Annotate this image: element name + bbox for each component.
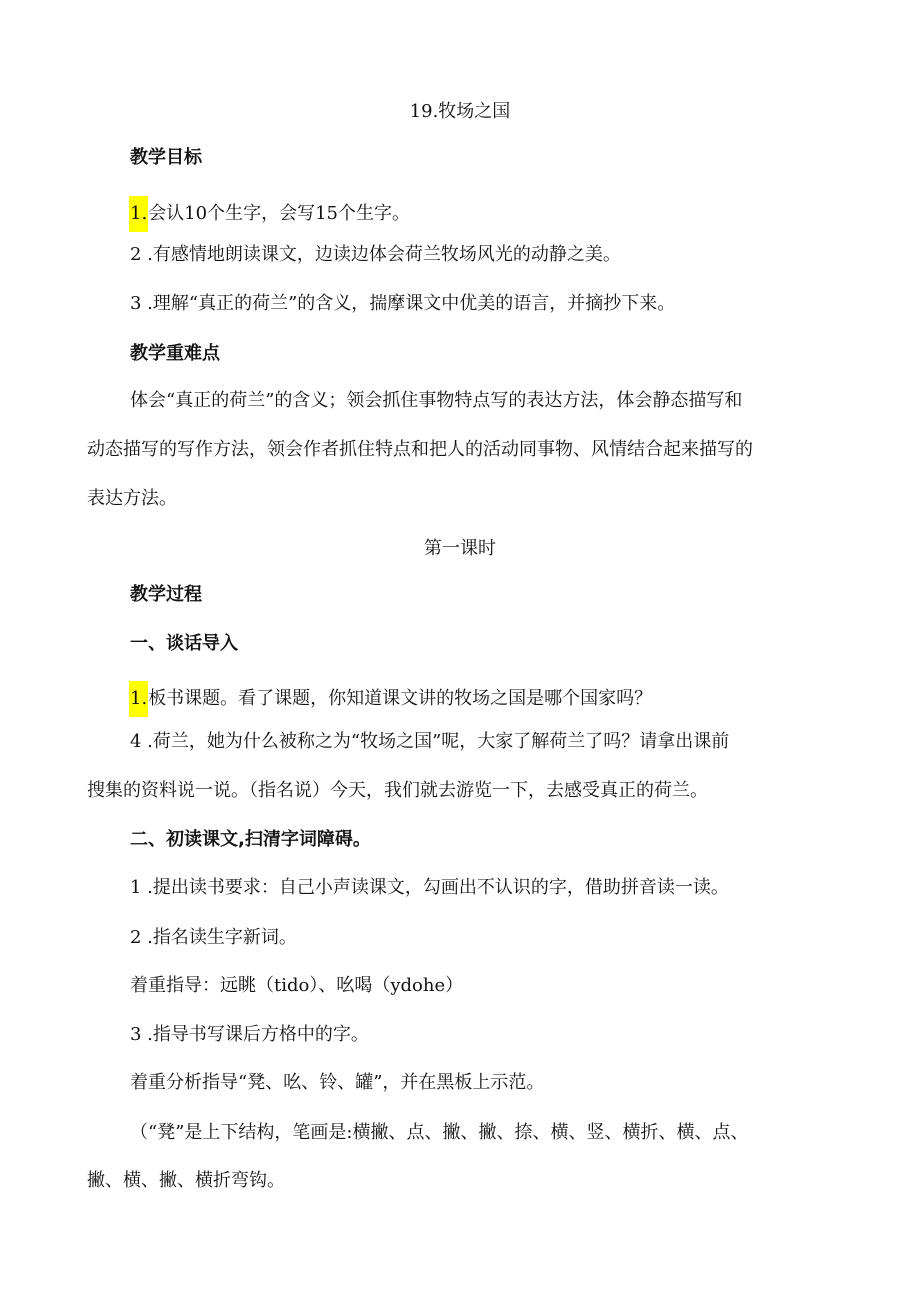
section-1-heading: 一、谈话导入 (130, 633, 238, 654)
section-2-line-2: 2 .指名读生字新词。 (130, 927, 297, 948)
process-heading: 教学过程 (130, 584, 202, 605)
highlight-number: 1. (129, 196, 148, 232)
key-points-line-1: 体会“真正的荷兰”的含义；领会抓住事物特点写的表达方法，体会静态描写和 (130, 390, 743, 411)
objective-item-1-text: 会认10个生字，会写15个生字。 (148, 203, 410, 224)
section-1-item-4-line-1: 4 .荷兰，她为什么被称之为“牧场之国”呢，大家了解荷兰了吗？请拿出课前 (130, 731, 730, 752)
objective-item-3: 3 .理解“真正的荷兰”的含义，揣摩课文中优美的语言，并摘抄下来。 (130, 293, 676, 314)
section-1-item-1 (130, 681, 652, 717)
section-2-line-4: 3 .指导书写课后方格中的字。 (130, 1024, 369, 1045)
section-1-item-1-text: 板书课题。看了课题，你知道课文讲的牧场之国是哪个国家吗？ (148, 688, 653, 709)
section-2-line-3: 着重指导：远眺（tido）、吆喝（ydohe） (130, 975, 464, 996)
section-2-line-1: 1 .提出读书要求：自己小声读课文，勾画出不认识的字，借助拼音读一读。 (130, 877, 729, 898)
objective-item-2: 2 .有感情地朗读课文，边读边体会荷兰牧场风光的动静之美。 (130, 244, 621, 265)
key-points-heading: 教学重难点 (130, 343, 220, 364)
objective-item-1 (130, 196, 410, 232)
lesson-label: 第一课时 (424, 538, 496, 559)
section-1-item-4-line-2: 搜集的资料说一说。（指名说）今天，我们就去游览一下，去感受真正的荷兰。 (87, 780, 708, 801)
highlight-number: 1. (129, 681, 148, 717)
section-2-heading: 二、初读课文,扫清字词障碍。 (130, 829, 371, 850)
key-points-line-2: 动态描写的写作方法，领会作者抓住特点和把人的活动同事物、风情结合起来描写的 (87, 439, 753, 460)
section-2-line-5: 着重分析指导“凳、吆、铃、罐”，并在黑板上示范。 (130, 1072, 545, 1093)
section-2-line-6: （“凳”是上下结构，笔画是:横撇、点、撇、撇、捺、横、竖、横折、横、点、 (130, 1122, 749, 1143)
section-2-line-7: 撇、横、撇、横折弯钩。 (87, 1170, 285, 1191)
page-title: 19.牧场之国 (409, 101, 511, 122)
key-points-line-3: 表达方法。 (87, 488, 177, 509)
objectives-heading: 教学目标 (130, 147, 202, 168)
